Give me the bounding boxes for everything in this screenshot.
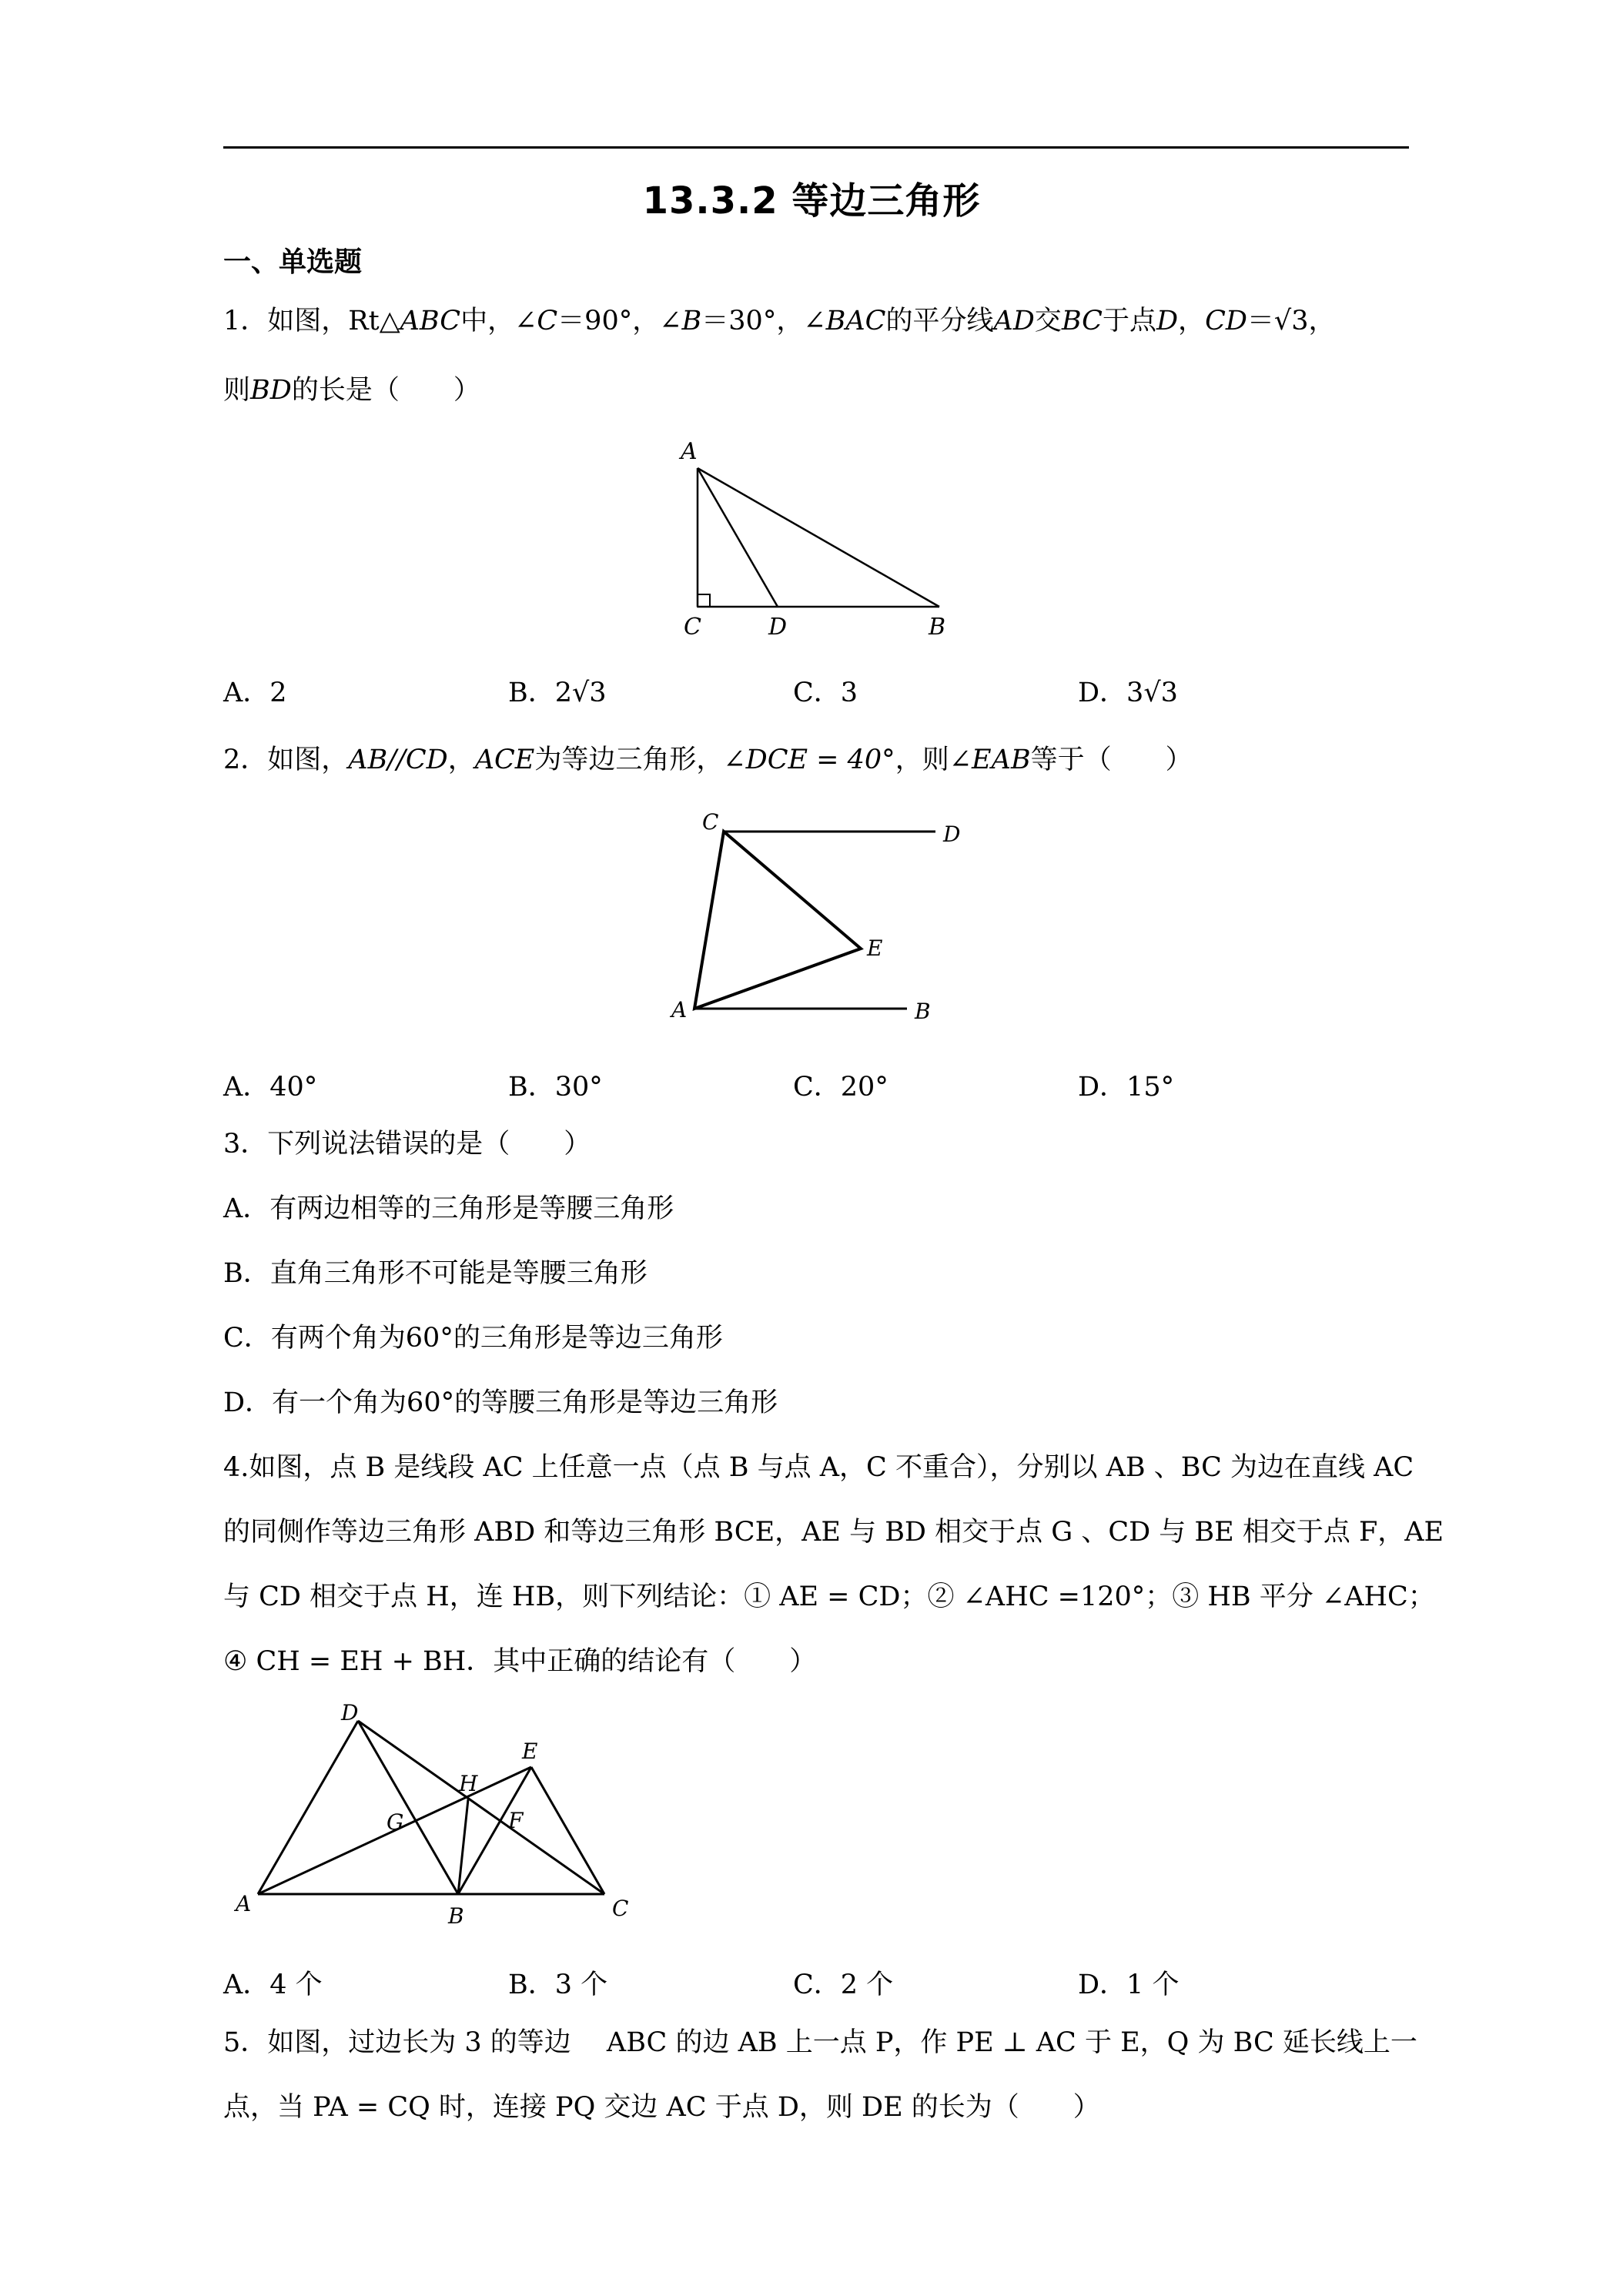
q2-label-c: C (702, 809, 719, 835)
q4-option-d[interactable]: D．1 个 (1078, 1970, 1180, 2000)
q4-label-b: B (448, 1903, 464, 1929)
q4-stem-line4: ④ CH = EH + BH．其中正确的结论有（ ） (223, 1646, 817, 1677)
q1-label-a: A (681, 438, 698, 465)
q3-option-b[interactable]: B．直角三角形不可能是等腰三角形 (223, 1258, 648, 1289)
q4-stem-line1: 4.如图，点 B 是线段 AC 上任意一点（点 B 与点 A，C 不重合），分别以 AB 、BC 为边在直线 AC (223, 1452, 1414, 1483)
q2-figure (662, 805, 986, 1036)
q1-label-b: B (929, 614, 946, 639)
q1-option-b[interactable]: B．2√3 (508, 678, 607, 708)
q4-label-c: C (612, 1896, 629, 1921)
q1-stem-line1: 1．如图，Rt△ABC中，∠C＝90°，∠B＝30°，∠BAC的平分线AD交BC于点D，CD＝√3， (223, 306, 1336, 336)
q2-stem: 2．如图，AB//CD，ACE为等边三角形，∠DCE = 40°，则∠EAB等于（ ） (223, 745, 1193, 775)
section-heading: 一、单选题 (223, 246, 363, 278)
q4-option-c[interactable]: C．2 个 (793, 1970, 894, 2000)
q2-option-d[interactable]: D．15° (1078, 1072, 1175, 1103)
q1-stem-line2: 则BD的长是（ ） (223, 375, 480, 406)
q4-option-a[interactable]: A．4 个 (223, 1970, 323, 2000)
q4-label-e: E (522, 1739, 538, 1764)
q4-figure (223, 1702, 654, 1933)
q1-option-a[interactable]: A．2 (223, 678, 287, 708)
q1-option-d[interactable]: D．3√3 (1078, 678, 1178, 708)
q3-option-d[interactable]: D．有一个角为60°的等腰三角形是等边三角形 (223, 1387, 778, 1418)
q1-option-c[interactable]: C．3 (793, 678, 858, 708)
header-rule (223, 146, 1409, 149)
q2-option-c[interactable]: C．20° (793, 1072, 888, 1103)
q2-option-a[interactable]: A．40° (223, 1072, 318, 1103)
q4-stem-line2: 的同侧作等边三角形 ABD 和等边三角形 BCE，AE 与 BD 相交于点 G 、CD 与 BE 相交于点 F，AE (223, 1517, 1444, 1548)
q1-label-c: C (684, 614, 701, 639)
q4-label-h: H (459, 1771, 478, 1796)
q4-option-b[interactable]: B．3 个 (508, 1970, 608, 2000)
q3-stem: 3．下列说法错误的是（ ） (223, 1129, 591, 1160)
q3-option-a[interactable]: A．有两边相等的三角形是等腰三角形 (223, 1193, 674, 1224)
q3-option-c[interactable]: C．有两个角为60°的三角形是等边三角形 (223, 1323, 723, 1354)
q4-label-a: A (236, 1891, 252, 1916)
q1-label-d: D (768, 614, 788, 639)
q4-label-g: G (387, 1809, 404, 1835)
page-title: 13.3.2 等边三角形 (642, 179, 981, 223)
q4-label-f: F (508, 1808, 524, 1833)
q2-option-b[interactable]: B．30° (508, 1072, 603, 1103)
q5-stem-line1: 5．如图，过边长为 3 的等边 ABC 的边 AB 上一点 P，作 PE ⊥ AC 于 E，Q 为 BC 延长线上一 (223, 2027, 1417, 2058)
q2-label-b: B (915, 999, 931, 1024)
q4-label-d: D (341, 1702, 359, 1725)
q2-label-e: E (867, 935, 883, 961)
q2-label-d: D (943, 822, 961, 847)
q2-label-a: A (671, 997, 688, 1022)
q5-stem-line2: 点，当 PA = CQ 时，连接 PQ 交边 AC 于点 D，则 DE 的长为（ ） (223, 2092, 1100, 2123)
q1-figure (670, 431, 962, 639)
q4-stem-line3: 与 CD 相交于点 H，连 HB，则下列结论：① AE = CD；② ∠AHC =120°；③ HB 平分 ∠AHC； (223, 1581, 1435, 1612)
